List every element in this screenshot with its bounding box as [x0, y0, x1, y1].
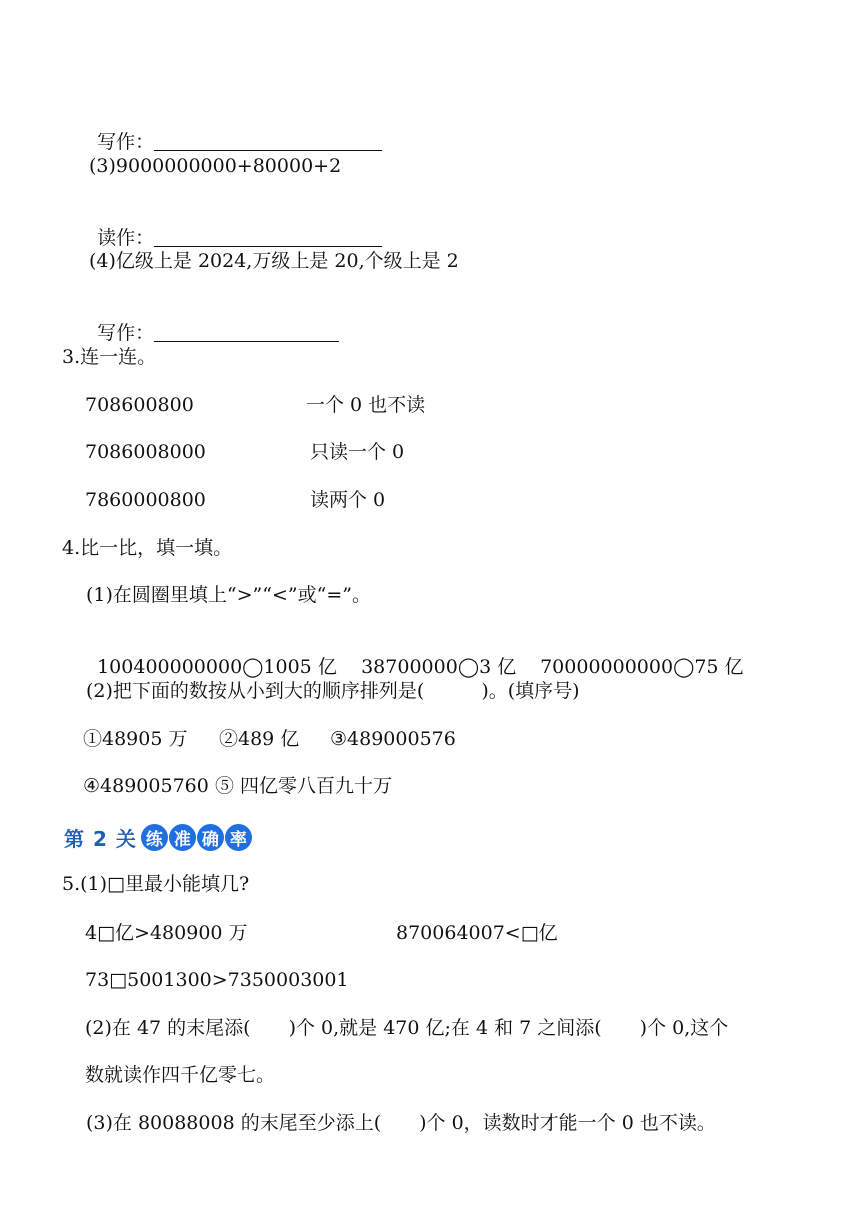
section-banner — [64, 822, 253, 852]
compare-left: 100400000000 — [97, 656, 243, 678]
fill-box-item: 73□5001300>7350003001 — [85, 969, 349, 991]
question-4-sub2: (2)把下面的数按从小到大的顺序排列是( )。(填序号) — [86, 680, 580, 702]
match-rule[interactable]: 只读一个 0 — [310, 441, 405, 463]
answer-blank[interactable] — [154, 132, 382, 151]
write-label: 写作： — [97, 322, 155, 344]
question-item-4: (4)亿级上是 2024,万级上是 20,个级上是 2 — [89, 250, 459, 272]
question-5-title: 5.(1)□里最小能填几? — [62, 873, 250, 895]
option-1: ①48905 万 — [83, 728, 188, 750]
option-5: ⑤ 四亿零八百九十万 — [215, 775, 393, 797]
write-answer-row-a — [85, 106, 382, 154]
banner-char: 确 — [197, 824, 224, 851]
compare-circle[interactable]: ◯ — [457, 656, 480, 678]
question-3-title: 3.连一连。 — [62, 346, 157, 368]
question-5-sub3: (3)在 80088008 的末尾至少添上( )个 0，读数时才能一个 0 也不读。 — [86, 1112, 716, 1134]
banner-char: 练 — [141, 824, 168, 851]
banner-char: 率 — [225, 824, 252, 851]
read-answer-row — [85, 202, 382, 250]
question-5-sub2: (2)在 47 的末尾添( )个 0,就是 470 亿;在 4 和 7 之间添( )个 0,这个 — [85, 1017, 729, 1039]
option-3: ③489000576 — [330, 728, 456, 750]
banner-char: 准 — [169, 824, 196, 851]
compare-right: 3 亿 — [479, 656, 517, 678]
comparison-row — [85, 631, 337, 679]
fill-box-item: 4□亿>480900 万 — [85, 922, 248, 944]
compare-left: 70000000000 — [540, 656, 674, 678]
answer-blank[interactable] — [154, 228, 382, 247]
match-rule[interactable]: 读两个 0 — [310, 489, 386, 511]
read-label: 读作： — [97, 227, 155, 249]
option-4: ④489005760 — [83, 775, 209, 797]
fill-box-item: 870064007<□亿 — [396, 922, 558, 944]
compare-left: 38700000 — [361, 656, 458, 678]
option-2: ②489 亿 — [219, 728, 300, 750]
write-answer-row-b — [85, 297, 339, 345]
compare-right: 75 亿 — [694, 656, 744, 678]
question-5-sub2-cont: 数就读作四千亿零七。 — [85, 1064, 276, 1086]
question-4-title: 4.比一比，填一填。 — [62, 537, 233, 559]
question-item-3: (3)9000000000+80000+2 — [89, 155, 342, 177]
match-number[interactable]: 708600800 — [85, 394, 194, 416]
comparison-row — [528, 631, 744, 679]
question-4-sub1: (1)在圆圈里填上“>”“<”或“=”。 — [86, 584, 371, 606]
match-number[interactable]: 7086008000 — [85, 441, 206, 463]
compare-circle[interactable]: ◯ — [673, 656, 695, 678]
answer-blank[interactable] — [154, 323, 339, 342]
compare-right: 1005 亿 — [263, 656, 337, 678]
comparison-row — [349, 631, 516, 679]
match-rule[interactable]: 一个 0 也不读 — [306, 394, 426, 416]
match-number[interactable]: 7860000800 — [85, 489, 206, 511]
write-label: 写作： — [97, 131, 155, 153]
banner-title: 第 2 关 — [64, 826, 137, 851]
compare-circle[interactable]: ◯ — [242, 656, 264, 678]
